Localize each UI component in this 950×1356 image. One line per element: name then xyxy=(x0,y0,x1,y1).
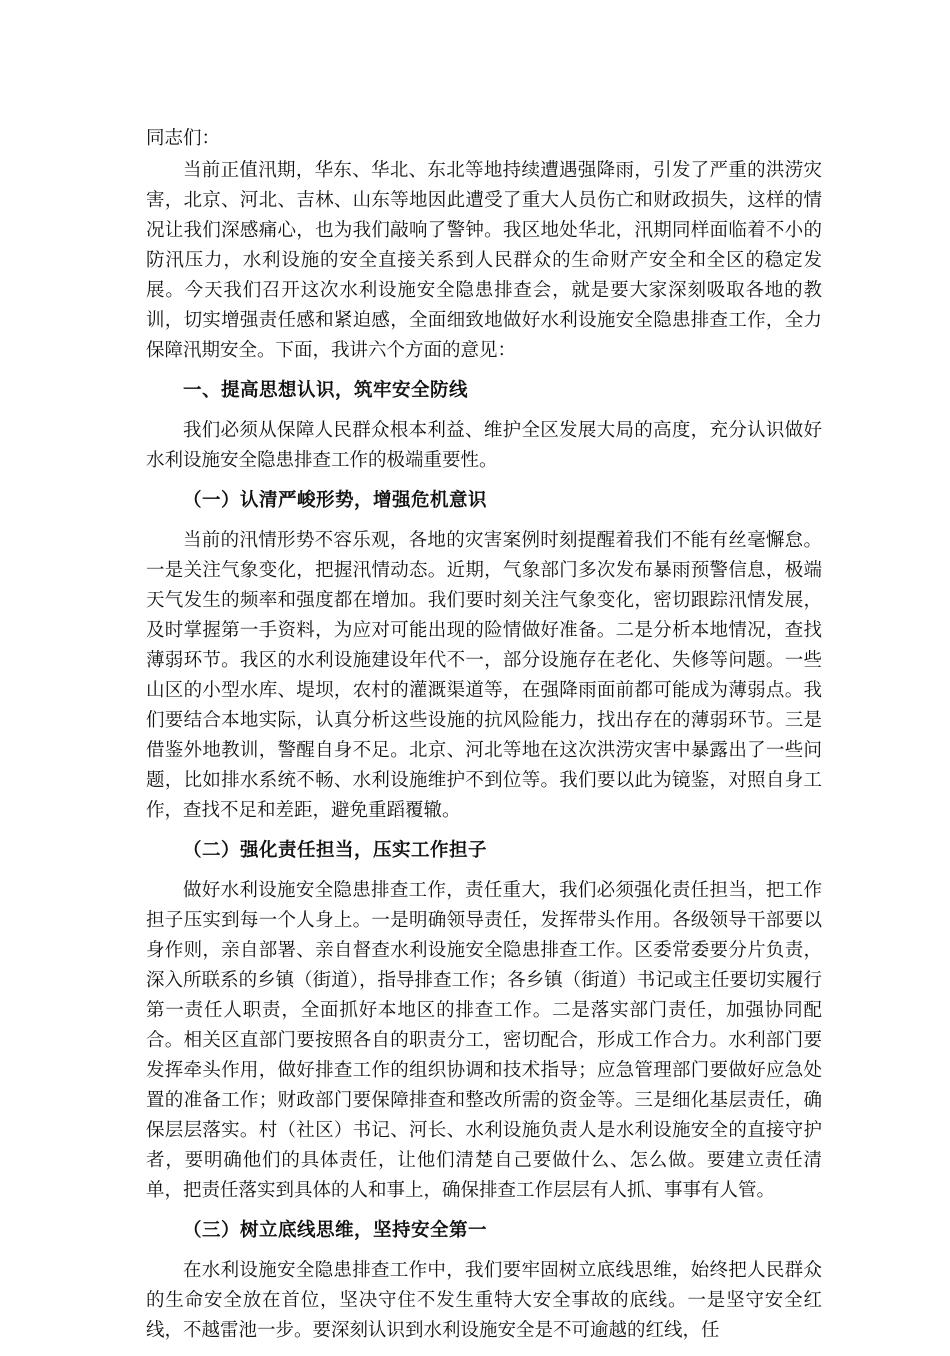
subsection-1-paragraph: 当前的汛情形势不容乐观，各地的灾害案例时刻提醒着我们不能有丝毫懈怠。一是关注气象变化，把握汛情动态。近期，气象部门多次发布暴雨预警信息，极端天气发生的频率和强度都在增加。我们要时刻关注气象变化，密切跟踪汛情发展，及时掌握第一手资料，为应对可能出现的险情做好准备。二是分析本地情况，查找薄弱环节。我区的水利设施建设年代不一，部分设施存在老化、失修等问题。一些山区的小型水库、堤坝，农村的灌溉渠道等，在强降雨面前都可能成为薄弱点。我们要结合本地实际，认真分析这些设施的抗风险能力，找出存在的薄弱环节。三是借鉴外地教训，警醒自身不足。北京、河北等地在这次洪涝灾害中暴露出了一些问题，比如排水系统不畅、水利设施维护不到位等。我们要以此为镜鉴，对照自身工作，查找不足和差距，避免重蹈覆辙。 xyxy=(146,530,822,821)
subsection-1-heading: （一）认清严峻形势，增强危机意识 xyxy=(183,490,488,511)
subsection-2-paragraph: 做好水利设施安全隐患排查工作，责任重大，我们必须强化责任担当，把工作担子压实到每一个人身上。一是明确领导责任，发挥带头作用。各级领导干部要以身作则，亲自部署、亲自督查水利设施安全隐患排查工作。区委常委要分片负责，深入所联系的乡镇（街道），指导排查工作；各乡镇（街道）书记或主任要切实履行第一责任人职责，全面抓好本地区的排查工作。二是落实部门责任，加强协同配合。相关区直部门要按照各自的职责分工，密切配合，形成工作合力。水利部门要发挥牵头作用，做好排查工作的组织协调和技术指导；应急管理部门要做好应急处置的准备工作；财政部门要保障排查和整改所需的资金等。三是细化基层责任，确保层层落实。村（社区）书记、河长、水利设施负责人是水利设施安全的直接守护者，要明确他们的具体责任，让他们清楚自己要做什么、怎么做。要建立责任清单，把责任落实到具体的人和事上，确保排查工作层层有人抓、事事有人管。 xyxy=(146,880,822,1201)
salutation: 同志们： xyxy=(146,128,221,149)
section-1-intro-paragraph: 我们必须从保障人民群众根本利益、维护全区发展大局的高度，充分认识做好水利设施安全隐患排查工作的极端重要性。 xyxy=(146,420,822,471)
document-page xyxy=(146,124,822,1356)
subsection-2-heading: （二）强化责任担当，压实工作担子 xyxy=(183,840,488,861)
section-1-heading: 一、提高思想认识，筑牢安全防线 xyxy=(183,380,469,401)
intro-paragraph: 当前正值汛期，华东、华北、东北等地持续遭遇强降雨，引发了严重的洪涝灾害，北京、河北、吉林、山东等地因此遭受了重大人员伤亡和财政损失，这样的情况让我们深感痛心，也为我们敲响了警钟。我区地处华北，汛期同样面临着不小的防汛压力，水利设施的安全直接关系到人民群众的生命财产安全和全区的稳定发展。今天我们召开这次水利设施安全隐患排查会，就是要大家深刻吸取各地的教训，切实增强责任感和紧迫感，全面细致地做好水利设施安全隐患排查工作，全力保障汛期安全。下面，我讲六个方面的意见： xyxy=(146,160,822,361)
subsection-3-paragraph: 在水利设施安全隐患排查工作中，我们要牢固树立底线思维，始终把人民群众的生命安全放在首位，坚决守住不发生重特大安全事故的底线。一是坚守安全红线，不越雷池一步。要深刻认识到水利设施安全是不可逾越的红线，任 xyxy=(146,1260,822,1341)
subsection-3-heading: （三）树立底线思维，坚持安全第一 xyxy=(183,1220,488,1241)
